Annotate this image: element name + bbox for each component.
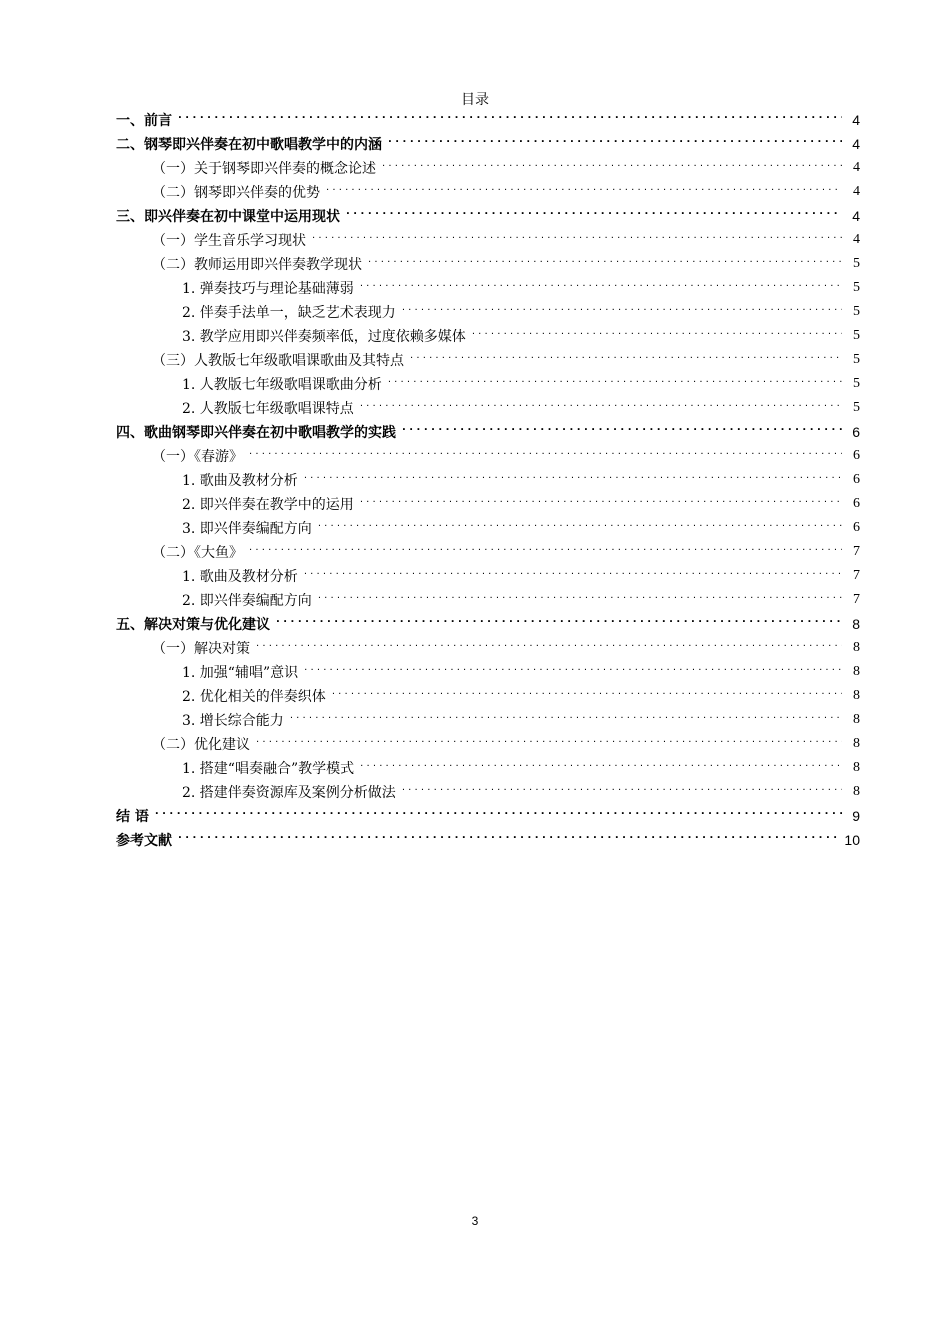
toc-entry-label: 一、前言 — [116, 113, 172, 129]
dot-leader — [178, 833, 838, 847]
toc-entry-label: 3. 增长综合能力 — [182, 713, 284, 729]
toc-entry-label: （二）优化建议 — [152, 737, 250, 753]
toc-entry-page: 4 — [852, 136, 860, 152]
toc-entry[interactable] — [116, 756, 860, 780]
page-number: 3 — [471, 1214, 479, 1228]
dot-leader — [388, 377, 842, 391]
toc-entry-label: 二、钢琴即兴伴奏在初中歌唱教学中的内涵 — [116, 137, 382, 153]
toc-entry-label: （一）《春游》 — [152, 449, 243, 465]
dot-leader — [402, 785, 842, 799]
toc-entry-page: 7 — [853, 568, 860, 583]
toc-title: 目录 — [461, 92, 489, 108]
dot-leader — [155, 809, 842, 823]
dot-leader — [402, 425, 842, 439]
dot-leader — [304, 473, 842, 487]
toc-entry-page: 7 — [853, 592, 860, 607]
toc-entry-label: 参考文献 — [116, 833, 172, 849]
toc-entry-page: 5 — [853, 280, 860, 295]
toc-entry-page: 10 — [844, 832, 860, 848]
toc-entry-page: 5 — [853, 256, 860, 271]
toc-entry-page: 4 — [853, 160, 860, 175]
dot-leader — [256, 737, 842, 751]
dot-leader — [472, 329, 842, 343]
toc-entry-page: 9 — [852, 808, 860, 824]
dot-leader — [360, 401, 842, 415]
toc-entry[interactable] — [116, 204, 860, 228]
toc-entry-page: 8 — [853, 664, 860, 679]
toc-entry[interactable] — [116, 132, 860, 156]
table-of-contents — [116, 108, 860, 852]
dot-leader — [360, 761, 842, 775]
toc-entry-label: （二）教师运用即兴伴奏教学现状 — [152, 257, 362, 273]
toc-entry-label: 2. 即兴伴奏编配方向 — [182, 593, 312, 609]
toc-entry[interactable] — [116, 636, 860, 660]
dot-leader — [304, 665, 842, 679]
toc-entry-page: 4 — [853, 232, 860, 247]
toc-entry-label: 四、歌曲钢琴即兴伴奏在初中歌唱教学的实践 — [116, 425, 396, 441]
toc-entry[interactable] — [116, 324, 860, 348]
toc-entry-page: 5 — [853, 376, 860, 391]
toc-entry[interactable] — [116, 444, 860, 468]
dot-leader — [312, 233, 842, 247]
toc-entry[interactable] — [116, 300, 860, 324]
toc-entry-page: 6 — [853, 472, 860, 487]
toc-entry-page: 8 — [853, 712, 860, 727]
dot-leader — [410, 353, 842, 367]
toc-entry[interactable] — [116, 228, 860, 252]
toc-entry-page: 4 — [852, 112, 860, 128]
toc-entry[interactable] — [116, 708, 860, 732]
toc-entry-label: 五、解决对策与优化建议 — [116, 617, 270, 633]
toc-entry-label: （二）钢琴即兴伴奏的优势 — [152, 185, 320, 201]
toc-entry[interactable] — [116, 180, 860, 204]
dot-leader — [304, 569, 842, 583]
toc-entry[interactable] — [116, 492, 860, 516]
toc-entry-page: 5 — [853, 400, 860, 415]
toc-entry-page: 6 — [852, 424, 860, 440]
toc-entry[interactable] — [116, 684, 860, 708]
toc-entry[interactable] — [116, 660, 860, 684]
toc-entry[interactable] — [116, 420, 860, 444]
toc-entry-label: 2. 优化相关的伴奏织体 — [182, 689, 326, 705]
toc-entry-label: 1. 弹奏技巧与理论基础薄弱 — [182, 281, 354, 297]
dot-leader — [318, 593, 842, 607]
toc-entry-page: 8 — [853, 640, 860, 655]
toc-entry[interactable] — [116, 276, 860, 300]
toc-entry-label: 2. 伴奏手法单一，缺乏艺术表现力 — [182, 305, 396, 321]
dot-leader — [360, 281, 842, 295]
dot-leader — [360, 497, 842, 511]
toc-entry-label: （一）关于钢琴即兴伴奏的概念论述 — [152, 161, 376, 177]
toc-entry-label: 三、即兴伴奏在初中课堂中运用现状 — [116, 209, 340, 225]
toc-entry-page: 7 — [853, 544, 860, 559]
toc-entry-label: 3. 即兴伴奏编配方向 — [182, 521, 312, 537]
dot-leader — [178, 113, 842, 127]
toc-entry-label: 2. 即兴伴奏在教学中的运用 — [182, 497, 354, 513]
toc-entry-page: 8 — [853, 760, 860, 775]
toc-entry[interactable] — [116, 804, 860, 828]
toc-entry-label: 1. 歌曲及教材分析 — [182, 473, 298, 489]
dot-leader — [382, 161, 842, 175]
toc-entry-label: （三）人教版七年级歌唱课歌曲及其特点 — [152, 353, 404, 369]
dot-leader — [290, 713, 842, 727]
toc-entry-label: （二）《大鱼》 — [152, 545, 243, 561]
dot-leader — [332, 689, 842, 703]
toc-entry-page: 5 — [853, 328, 860, 343]
dot-leader — [388, 137, 842, 151]
toc-entry-page: 8 — [853, 784, 860, 799]
toc-entry[interactable] — [116, 516, 860, 540]
dot-leader — [276, 617, 842, 631]
toc-entry-page: 8 — [853, 688, 860, 703]
toc-entry-page: 5 — [853, 304, 860, 319]
toc-entry-label: 结 语 — [116, 809, 149, 825]
toc-entry[interactable] — [116, 540, 860, 564]
toc-entry[interactable] — [116, 468, 860, 492]
toc-entry-page: 8 — [852, 616, 860, 632]
toc-entry-page: 5 — [853, 352, 860, 367]
toc-entry-label: 3. 教学应用即兴伴奏频率低，过度依赖多媒体 — [182, 329, 466, 345]
dot-leader — [346, 209, 842, 223]
toc-entry[interactable] — [116, 396, 860, 420]
toc-entry[interactable] — [116, 732, 860, 756]
toc-entry-label: 1. 加强“辅唱”意识 — [182, 665, 299, 681]
dot-leader — [402, 305, 842, 319]
toc-entry[interactable] — [116, 108, 860, 132]
toc-entry[interactable] — [116, 372, 860, 396]
toc-entry[interactable] — [116, 348, 860, 372]
toc-entry[interactable] — [116, 252, 860, 276]
toc-entry-page: 6 — [853, 520, 860, 535]
toc-entry-label: 2. 搭建伴奏资源库及案例分析做法 — [182, 785, 396, 801]
dot-leader — [256, 641, 842, 655]
toc-entry-page: 4 — [853, 184, 860, 199]
toc-entry-page: 6 — [853, 448, 860, 463]
dot-leader — [326, 185, 842, 199]
dot-leader — [318, 521, 842, 535]
toc-entry-label: 2. 人教版七年级歌唱课特点 — [182, 401, 354, 417]
toc-entry-page: 4 — [852, 208, 860, 224]
toc-entry-label: 1. 搭建“唱奏融合”教学模式 — [182, 761, 355, 777]
toc-entry[interactable] — [116, 588, 860, 612]
toc-entry-label: （一）学生音乐学习现状 — [152, 233, 306, 249]
toc-entry[interactable] — [116, 780, 860, 804]
toc-entry[interactable] — [116, 156, 860, 180]
toc-entry[interactable] — [116, 828, 860, 852]
dot-leader — [368, 257, 842, 271]
toc-entry[interactable] — [116, 564, 860, 588]
toc-entry-label: （一）解决对策 — [152, 641, 250, 657]
toc-entry[interactable] — [116, 612, 860, 636]
dot-leader — [249, 449, 842, 463]
toc-entry-label: 1. 人教版七年级歌唱课歌曲分析 — [182, 377, 382, 393]
toc-entry-page: 8 — [853, 736, 860, 751]
toc-entry-label: 1. 歌曲及教材分析 — [182, 569, 298, 585]
toc-entry-page: 6 — [853, 496, 860, 511]
dot-leader — [249, 545, 842, 559]
